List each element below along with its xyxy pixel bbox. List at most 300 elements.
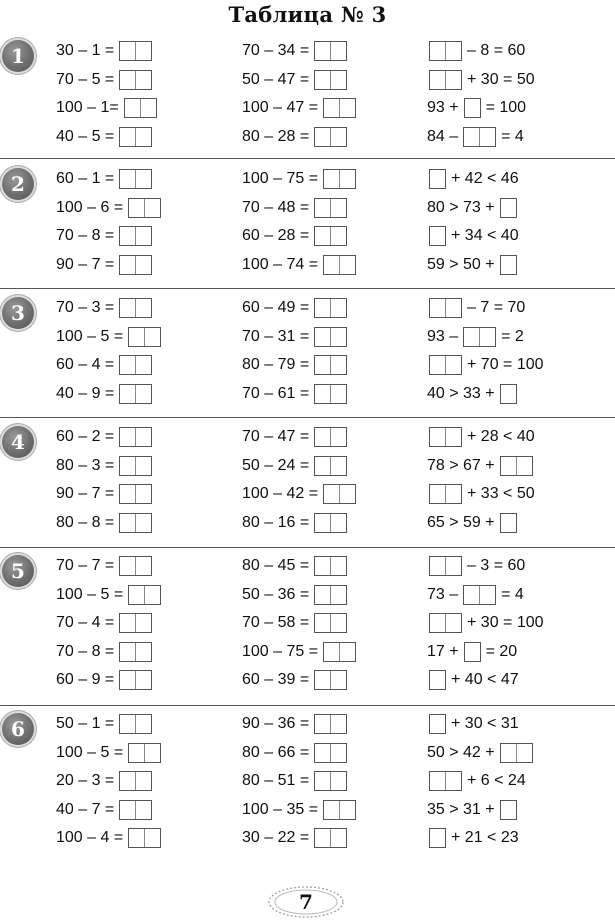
expression-text: 50 – 1 = xyxy=(56,715,115,732)
answer-digit-cell[interactable] xyxy=(120,71,136,89)
answer-digit-cell[interactable] xyxy=(120,170,136,188)
answer-digit-cell[interactable] xyxy=(145,328,160,346)
answer-digit-cell[interactable] xyxy=(315,356,331,374)
answer-digit-cell[interactable] xyxy=(136,772,151,790)
answer-box[interactable] xyxy=(314,828,347,848)
answer-digit-cell[interactable] xyxy=(501,199,516,217)
answer-digit-cell[interactable] xyxy=(129,586,145,604)
answer-digit-cell[interactable] xyxy=(129,829,145,847)
expression-text: 84 – xyxy=(427,127,459,145)
answer-digit-cell[interactable] xyxy=(464,586,480,604)
expression-text: 70 – 8 = xyxy=(56,642,115,660)
answer-digit-cell[interactable] xyxy=(340,801,355,819)
expression-text: + 40 < 47 xyxy=(451,671,519,688)
answer-digit-cell[interactable] xyxy=(446,485,461,503)
answer-box[interactable] xyxy=(119,169,152,189)
answer-digit-cell[interactable] xyxy=(465,99,480,117)
section-divider xyxy=(0,158,615,159)
section-divider xyxy=(0,288,615,289)
answer-digit-cell[interactable] xyxy=(340,256,355,274)
answer-digit-cell[interactable] xyxy=(315,829,331,847)
answer-digit-cell[interactable] xyxy=(446,299,461,317)
exercise-row xyxy=(427,483,535,505)
answer-box[interactable] xyxy=(429,556,462,576)
exercise-row xyxy=(56,426,154,448)
answer-digit-cell[interactable] xyxy=(430,772,446,790)
answer-digit-cell[interactable] xyxy=(120,514,136,532)
answer-digit-cell[interactable] xyxy=(136,299,151,317)
exercise-row xyxy=(242,455,349,477)
answer-box[interactable] xyxy=(314,384,347,404)
exercise-row xyxy=(427,69,535,91)
answer-digit-cell[interactable] xyxy=(136,356,151,374)
answer-box[interactable] xyxy=(314,714,347,734)
expression-text: 65 > 59 + xyxy=(427,513,495,531)
answer-box[interactable] xyxy=(119,41,152,61)
expression-text: 100 – 35 = xyxy=(242,800,319,818)
answer-digit-cell[interactable] xyxy=(136,614,151,632)
answer-digit-cell[interactable] xyxy=(340,485,355,503)
answer-box[interactable] xyxy=(128,585,161,605)
answer-box[interactable] xyxy=(429,714,446,734)
answer-box[interactable] xyxy=(429,298,462,318)
answer-box[interactable] xyxy=(128,327,161,347)
answer-digit-cell[interactable] xyxy=(315,744,331,762)
answer-box[interactable] xyxy=(119,642,152,662)
answer-box[interactable] xyxy=(119,556,152,576)
answer-digit-cell[interactable] xyxy=(315,199,331,217)
expression-text: = 100 xyxy=(485,99,527,116)
answer-digit-cell[interactable] xyxy=(430,428,446,446)
exercise-row xyxy=(242,126,349,148)
answer-box[interactable] xyxy=(314,70,347,90)
answer-digit-cell[interactable] xyxy=(430,485,446,503)
expression-text: – 3 = 60 xyxy=(467,557,526,574)
exercise-row xyxy=(56,512,154,534)
expression-text: 100 – 5 = xyxy=(56,743,124,761)
answer-digit-cell[interactable] xyxy=(136,256,151,274)
answer-box[interactable] xyxy=(119,298,152,318)
answer-digit-cell[interactable] xyxy=(136,643,151,661)
answer-digit-cell[interactable] xyxy=(315,42,331,60)
expression-text: 35 > 31 + xyxy=(427,800,495,818)
answer-box[interactable] xyxy=(314,355,347,375)
answer-digit-cell[interactable] xyxy=(136,42,151,60)
answer-digit-cell[interactable] xyxy=(517,744,532,762)
exercise-row xyxy=(427,326,524,348)
exercise-row xyxy=(427,354,544,376)
answer-box[interactable] xyxy=(314,670,347,690)
exercise-row xyxy=(242,254,358,276)
answer-box[interactable] xyxy=(119,714,152,734)
answer-box[interactable] xyxy=(323,255,356,275)
exercise-row xyxy=(242,799,358,821)
answer-digit-cell[interactable] xyxy=(446,772,461,790)
exercise-row xyxy=(427,126,524,148)
answer-digit-cell[interactable] xyxy=(430,71,446,89)
answer-digit-cell[interactable] xyxy=(136,385,151,403)
answer-digit-cell[interactable] xyxy=(324,801,340,819)
answer-digit-cell[interactable] xyxy=(315,586,331,604)
answer-digit-cell[interactable] xyxy=(331,557,346,575)
answer-digit-cell[interactable] xyxy=(145,586,160,604)
expression-text: 100 – 75 = xyxy=(242,642,319,660)
answer-box[interactable] xyxy=(128,198,161,218)
answer-digit-cell[interactable] xyxy=(120,256,136,274)
answer-digit-cell[interactable] xyxy=(340,99,355,117)
exercise-row xyxy=(242,225,349,247)
expression-text: 70 – 4 = xyxy=(56,614,115,631)
answer-digit-cell[interactable] xyxy=(136,715,151,733)
answer-digit-cell[interactable] xyxy=(331,514,346,532)
answer-digit-cell[interactable] xyxy=(120,42,136,60)
answer-digit-cell[interactable] xyxy=(129,199,145,217)
answer-digit-cell[interactable] xyxy=(120,671,136,689)
answer-digit-cell[interactable] xyxy=(120,457,136,475)
answer-box[interactable] xyxy=(119,484,152,504)
answer-digit-cell[interactable] xyxy=(324,170,340,188)
answer-digit-cell[interactable] xyxy=(120,485,136,503)
answer-digit-cell[interactable] xyxy=(324,256,340,274)
answer-digit-cell[interactable] xyxy=(331,614,346,632)
answer-box[interactable] xyxy=(124,98,157,118)
answer-digit-cell[interactable] xyxy=(136,514,151,532)
answer-digit-cell[interactable] xyxy=(501,801,516,819)
answer-box[interactable] xyxy=(119,771,152,791)
answer-digit-cell[interactable] xyxy=(315,514,331,532)
expression-text: 70 – 8 = xyxy=(56,227,115,244)
answer-box[interactable] xyxy=(500,513,517,533)
answer-box[interactable] xyxy=(128,828,161,848)
answer-box[interactable] xyxy=(323,642,356,662)
answer-digit-cell[interactable] xyxy=(315,671,331,689)
answer-box[interactable] xyxy=(463,585,496,605)
answer-digit-cell[interactable] xyxy=(430,42,446,60)
answer-box[interactable] xyxy=(314,327,347,347)
answer-box[interactable] xyxy=(119,427,152,447)
answer-digit-cell[interactable] xyxy=(324,99,340,117)
expression-text: 93 – xyxy=(427,327,459,345)
expression-text: 80 – 79 = xyxy=(242,356,310,373)
expression-text: 50 – 24 = xyxy=(242,456,310,474)
answer-digit-cell[interactable] xyxy=(331,385,346,403)
answer-box[interactable] xyxy=(429,355,462,375)
answer-digit-cell[interactable] xyxy=(315,71,331,89)
answer-box[interactable] xyxy=(464,98,481,118)
answer-box[interactable] xyxy=(429,427,462,447)
answer-digit-cell[interactable] xyxy=(315,299,331,317)
answer-digit-cell[interactable] xyxy=(465,643,480,661)
answer-digit-cell[interactable] xyxy=(331,299,346,317)
answer-digit-cell[interactable] xyxy=(340,170,355,188)
answer-digit-cell[interactable] xyxy=(430,829,445,847)
answer-digit-cell[interactable] xyxy=(340,643,355,661)
answer-box[interactable] xyxy=(314,226,347,246)
answer-digit-cell[interactable] xyxy=(315,457,331,475)
answer-box[interactable] xyxy=(429,484,462,504)
answer-digit-cell[interactable] xyxy=(464,128,480,146)
answer-digit-cell[interactable] xyxy=(120,557,136,575)
expression-text: + 30 = 50 xyxy=(467,70,535,88)
answer-box[interactable] xyxy=(429,670,446,690)
expression-text: + 21 < 23 xyxy=(451,829,519,846)
answer-box[interactable] xyxy=(314,41,347,61)
answer-box[interactable] xyxy=(429,613,462,633)
answer-digit-cell[interactable] xyxy=(136,170,151,188)
expression-text: + 6 < 24 xyxy=(467,772,526,789)
answer-digit-cell[interactable] xyxy=(331,199,346,217)
answer-box[interactable] xyxy=(429,41,462,61)
answer-digit-cell[interactable] xyxy=(120,772,136,790)
answer-box[interactable] xyxy=(119,355,152,375)
answer-box[interactable] xyxy=(323,484,356,504)
answer-digit-cell[interactable] xyxy=(136,671,151,689)
exercise-row xyxy=(242,197,349,219)
answer-box[interactable] xyxy=(119,513,152,533)
answer-digit-cell[interactable] xyxy=(315,557,331,575)
answer-box[interactable] xyxy=(429,828,446,848)
answer-digit-cell[interactable] xyxy=(501,744,517,762)
answer-digit-cell[interactable] xyxy=(120,227,136,245)
answer-box[interactable] xyxy=(500,743,533,763)
answer-digit-cell[interactable] xyxy=(120,299,136,317)
answer-box[interactable] xyxy=(119,255,152,275)
answer-digit-cell[interactable] xyxy=(331,715,346,733)
answer-digit-cell[interactable] xyxy=(446,42,461,60)
answer-digit-cell[interactable] xyxy=(136,485,151,503)
answer-digit-cell[interactable] xyxy=(120,428,136,446)
answer-digit-cell[interactable] xyxy=(324,485,340,503)
answer-digit-cell[interactable] xyxy=(141,99,156,117)
answer-box[interactable] xyxy=(314,743,347,763)
answer-box[interactable] xyxy=(500,800,517,820)
expression-text: 100 – 6 = xyxy=(56,198,124,216)
answer-digit-cell[interactable] xyxy=(446,356,461,374)
answer-digit-cell[interactable] xyxy=(430,227,445,245)
answer-box[interactable] xyxy=(119,127,152,147)
answer-digit-cell[interactable] xyxy=(315,614,331,632)
exercise-row xyxy=(242,612,349,634)
answer-box[interactable] xyxy=(429,771,462,791)
answer-digit-cell[interactable] xyxy=(136,801,151,819)
answer-digit-cell[interactable] xyxy=(120,385,136,403)
answer-digit-cell[interactable] xyxy=(315,385,331,403)
expression-text: 90 – 7 = xyxy=(56,255,115,273)
exercise-row xyxy=(242,40,349,62)
section-number-badge: 2 xyxy=(2,168,34,200)
answer-digit-cell[interactable] xyxy=(145,199,160,217)
expression-text: 50 > 42 + xyxy=(427,743,495,761)
answer-box[interactable] xyxy=(119,226,152,246)
answer-box[interactable] xyxy=(429,226,446,246)
answer-digit-cell[interactable] xyxy=(430,299,446,317)
exercise-row xyxy=(427,297,525,319)
answer-digit-cell[interactable] xyxy=(315,128,331,146)
answer-box[interactable] xyxy=(314,556,347,576)
exercise-row xyxy=(427,455,535,477)
answer-digit-cell[interactable] xyxy=(430,614,446,632)
answer-digit-cell[interactable] xyxy=(331,328,346,346)
answer-digit-cell[interactable] xyxy=(120,715,136,733)
answer-digit-cell[interactable] xyxy=(136,428,151,446)
answer-box[interactable] xyxy=(119,800,152,820)
exercise-row xyxy=(242,641,358,663)
answer-digit-cell[interactable] xyxy=(136,128,151,146)
exercise-row xyxy=(242,713,349,735)
exercise-row xyxy=(427,799,519,821)
expression-text: 40 – 9 = xyxy=(56,384,115,402)
answer-digit-cell[interactable] xyxy=(331,457,346,475)
answer-digit-cell[interactable] xyxy=(125,99,141,117)
answer-box[interactable] xyxy=(464,642,481,662)
answer-box[interactable] xyxy=(314,771,347,791)
expression-text: 100 – 75 = xyxy=(242,170,319,187)
answer-box[interactable] xyxy=(314,427,347,447)
answer-digit-cell[interactable] xyxy=(315,328,331,346)
answer-box[interactable] xyxy=(314,127,347,147)
expression-text: + 33 < 50 xyxy=(467,485,535,502)
expression-text: 70 – 58 = xyxy=(242,614,310,631)
answer-digit-cell[interactable] xyxy=(464,328,480,346)
answer-digit-cell[interactable] xyxy=(315,227,331,245)
answer-digit-cell[interactable] xyxy=(120,614,136,632)
expression-text: 60 – 28 = xyxy=(242,227,310,244)
answer-digit-cell[interactable] xyxy=(331,772,346,790)
exercise-row xyxy=(56,383,154,405)
answer-digit-cell[interactable] xyxy=(136,71,151,89)
expression-text: 30 – 1 = xyxy=(56,42,115,59)
answer-box[interactable] xyxy=(500,198,517,218)
expression-text: 59 > 50 + xyxy=(427,255,495,273)
exercise-row xyxy=(56,69,154,91)
expression-text: 70 – 47 = xyxy=(242,428,310,445)
answer-box[interactable] xyxy=(314,613,347,633)
answer-digit-cell[interactable] xyxy=(446,614,461,632)
expression-text: = 20 xyxy=(485,642,518,660)
exercise-row xyxy=(427,669,519,691)
answer-digit-cell[interactable] xyxy=(315,772,331,790)
answer-digit-cell[interactable] xyxy=(136,557,151,575)
answer-box[interactable] xyxy=(429,169,446,189)
answer-box[interactable] xyxy=(119,70,152,90)
answer-digit-cell[interactable] xyxy=(501,385,516,403)
exercise-row xyxy=(56,354,154,376)
answer-digit-cell[interactable] xyxy=(145,829,160,847)
answer-box[interactable] xyxy=(314,198,347,218)
answer-digit-cell[interactable] xyxy=(430,671,445,689)
expression-text: + 70 = 100 xyxy=(467,356,544,373)
answer-box[interactable] xyxy=(463,327,496,347)
answer-digit-cell[interactable] xyxy=(331,71,346,89)
answer-box[interactable] xyxy=(500,255,517,275)
answer-digit-cell[interactable] xyxy=(331,829,346,847)
answer-box[interactable] xyxy=(119,613,152,633)
answer-digit-cell[interactable] xyxy=(331,586,346,604)
expression-text: 78 > 67 + xyxy=(427,456,495,474)
answer-digit-cell[interactable] xyxy=(446,428,461,446)
exercise-row xyxy=(427,512,519,534)
answer-digit-cell[interactable] xyxy=(501,457,517,475)
answer-box[interactable] xyxy=(314,585,347,605)
exercise-row xyxy=(242,827,349,849)
answer-digit-cell[interactable] xyxy=(136,457,151,475)
exercise-row xyxy=(242,383,349,405)
answer-box[interactable] xyxy=(119,456,152,476)
answer-digit-cell[interactable] xyxy=(430,715,445,733)
answer-box[interactable] xyxy=(128,743,161,763)
answer-box[interactable] xyxy=(314,513,347,533)
answer-digit-cell[interactable] xyxy=(315,428,331,446)
expression-text: 40 > 33 + xyxy=(427,384,495,402)
answer-digit-cell[interactable] xyxy=(430,170,445,188)
answer-digit-cell[interactable] xyxy=(480,328,495,346)
answer-digit-cell[interactable] xyxy=(120,356,136,374)
exercise-row xyxy=(427,254,519,276)
exercise-row xyxy=(427,742,535,764)
answer-digit-cell[interactable] xyxy=(430,356,446,374)
answer-digit-cell[interactable] xyxy=(446,71,461,89)
answer-digit-cell[interactable] xyxy=(324,643,340,661)
answer-box[interactable] xyxy=(500,384,517,404)
answer-digit-cell[interactable] xyxy=(120,643,136,661)
answer-box[interactable] xyxy=(323,800,356,820)
answer-digit-cell[interactable] xyxy=(120,801,136,819)
exercise-row xyxy=(427,641,517,663)
answer-digit-cell[interactable] xyxy=(480,128,495,146)
answer-box[interactable] xyxy=(323,169,356,189)
answer-digit-cell[interactable] xyxy=(446,557,461,575)
answer-digit-cell[interactable] xyxy=(145,744,160,762)
answer-digit-cell[interactable] xyxy=(331,428,346,446)
answer-digit-cell[interactable] xyxy=(120,128,136,146)
answer-box[interactable] xyxy=(119,670,152,690)
answer-digit-cell[interactable] xyxy=(331,128,346,146)
answer-box[interactable] xyxy=(500,456,533,476)
answer-digit-cell[interactable] xyxy=(331,671,346,689)
exercise-row xyxy=(427,225,519,247)
exercise-row xyxy=(56,770,154,792)
expression-text: 60 – 49 = xyxy=(242,299,310,316)
exercise-row xyxy=(242,426,349,448)
answer-digit-cell[interactable] xyxy=(480,586,495,604)
answer-digit-cell[interactable] xyxy=(129,328,145,346)
answer-digit-cell[interactable] xyxy=(331,42,346,60)
answer-digit-cell[interactable] xyxy=(331,744,346,762)
expression-text: 70 – 7 = xyxy=(56,557,115,574)
answer-box[interactable] xyxy=(429,70,462,90)
answer-digit-cell[interactable] xyxy=(501,256,516,274)
answer-box[interactable] xyxy=(463,127,496,147)
answer-digit-cell[interactable] xyxy=(501,514,516,532)
answer-digit-cell[interactable] xyxy=(129,744,145,762)
answer-box[interactable] xyxy=(119,384,152,404)
exercise-row xyxy=(242,97,358,119)
answer-box[interactable] xyxy=(314,298,347,318)
answer-digit-cell[interactable] xyxy=(430,557,446,575)
expression-text: 60 – 9 = xyxy=(56,671,115,688)
exercise-row xyxy=(56,742,163,764)
answer-digit-cell[interactable] xyxy=(517,457,532,475)
exercise-row xyxy=(242,483,358,505)
answer-digit-cell[interactable] xyxy=(136,227,151,245)
expression-text: 80 – 28 = xyxy=(242,127,310,145)
answer-digit-cell[interactable] xyxy=(331,227,346,245)
answer-box[interactable] xyxy=(314,456,347,476)
answer-box[interactable] xyxy=(323,98,356,118)
answer-digit-cell[interactable] xyxy=(331,356,346,374)
answer-digit-cell[interactable] xyxy=(315,715,331,733)
exercise-row xyxy=(56,97,159,119)
